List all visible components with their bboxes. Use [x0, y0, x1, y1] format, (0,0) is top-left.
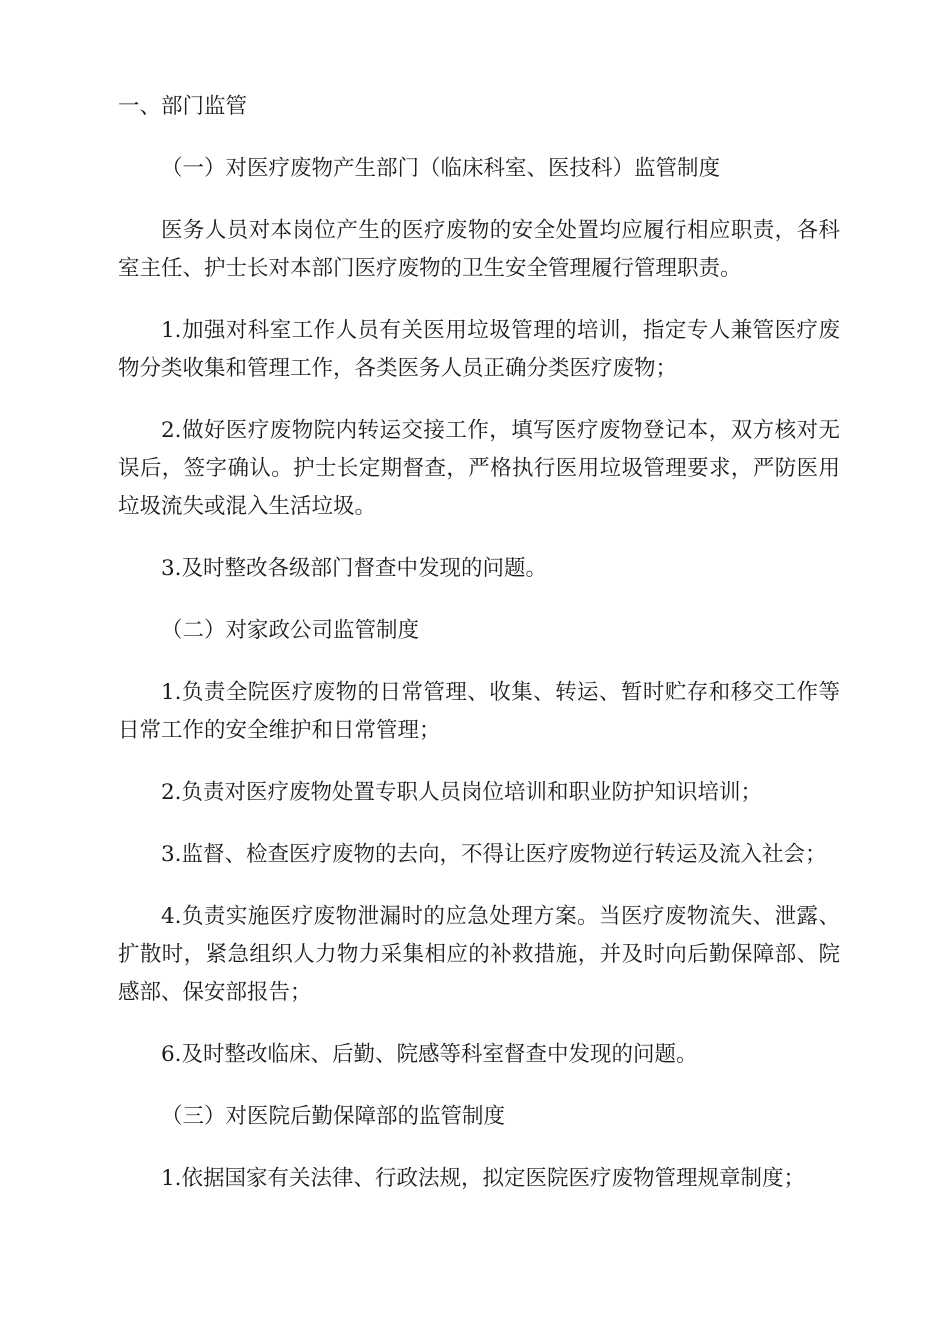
- list-item: 1.依据国家有关法律、行政法规，拟定医院医疗废物管理规章制度；: [161, 1166, 806, 1191]
- list-item: 6.及时整改临床、后勤、院感等科室督查中发现的问题。: [161, 1042, 698, 1067]
- list-item: 3.监督、检查医疗废物的去向，不得让医疗废物逆行转运及流入社会；: [161, 842, 827, 867]
- list-item: 1.加强对科室工作人员有关医用垃圾管理的培训，指定专人兼管医疗废物分类收集和管理工作，各类医务人员正确分类医疗废物；: [118, 318, 840, 381]
- list-item: 1.负责全院医疗废物的日常管理、收集、转运、暂时贮存和移交工作等日常工作的安全维护和日常管理；: [118, 680, 840, 743]
- list-item: 3.及时整改各级部门督查中发现的问题。: [161, 556, 548, 581]
- section-heading: 一、部门监管: [118, 94, 248, 119]
- list-item: 2.做好医疗废物院内转运交接工作，填写医疗废物登记本，双方核对无误后，签字确认。护士长定期督查，严格执行医用垃圾管理要求，严防医用垃圾流失或混入生活垃圾。: [118, 418, 840, 519]
- subsection-title-2: （二）对家政公司监管制度: [161, 618, 420, 643]
- document-page: [118, 88, 840, 1222]
- subsection-title-3: （三）对医院后勤保障部的监管制度: [161, 1104, 506, 1129]
- paragraph: 医务人员对本岗位产生的医疗废物的安全处置均应履行相应职责，各科室主任、护士长对本部门医疗废物的卫生安全管理履行管理职责。: [118, 218, 840, 281]
- list-item: 2.负责对医疗废物处置专职人员岗位培训和职业防护知识培训；: [161, 780, 763, 805]
- subsection-title-1: （一）对医疗废物产生部门（临床科室、医技科）监管制度: [161, 156, 721, 181]
- list-item: 4.负责实施医疗废物泄漏时的应急处理方案。当医疗废物流失、泄露、扩散时，紧急组织人力物力采集相应的补救措施，并及时向后勤保障部、院感部、保安部报告；: [118, 904, 840, 1005]
